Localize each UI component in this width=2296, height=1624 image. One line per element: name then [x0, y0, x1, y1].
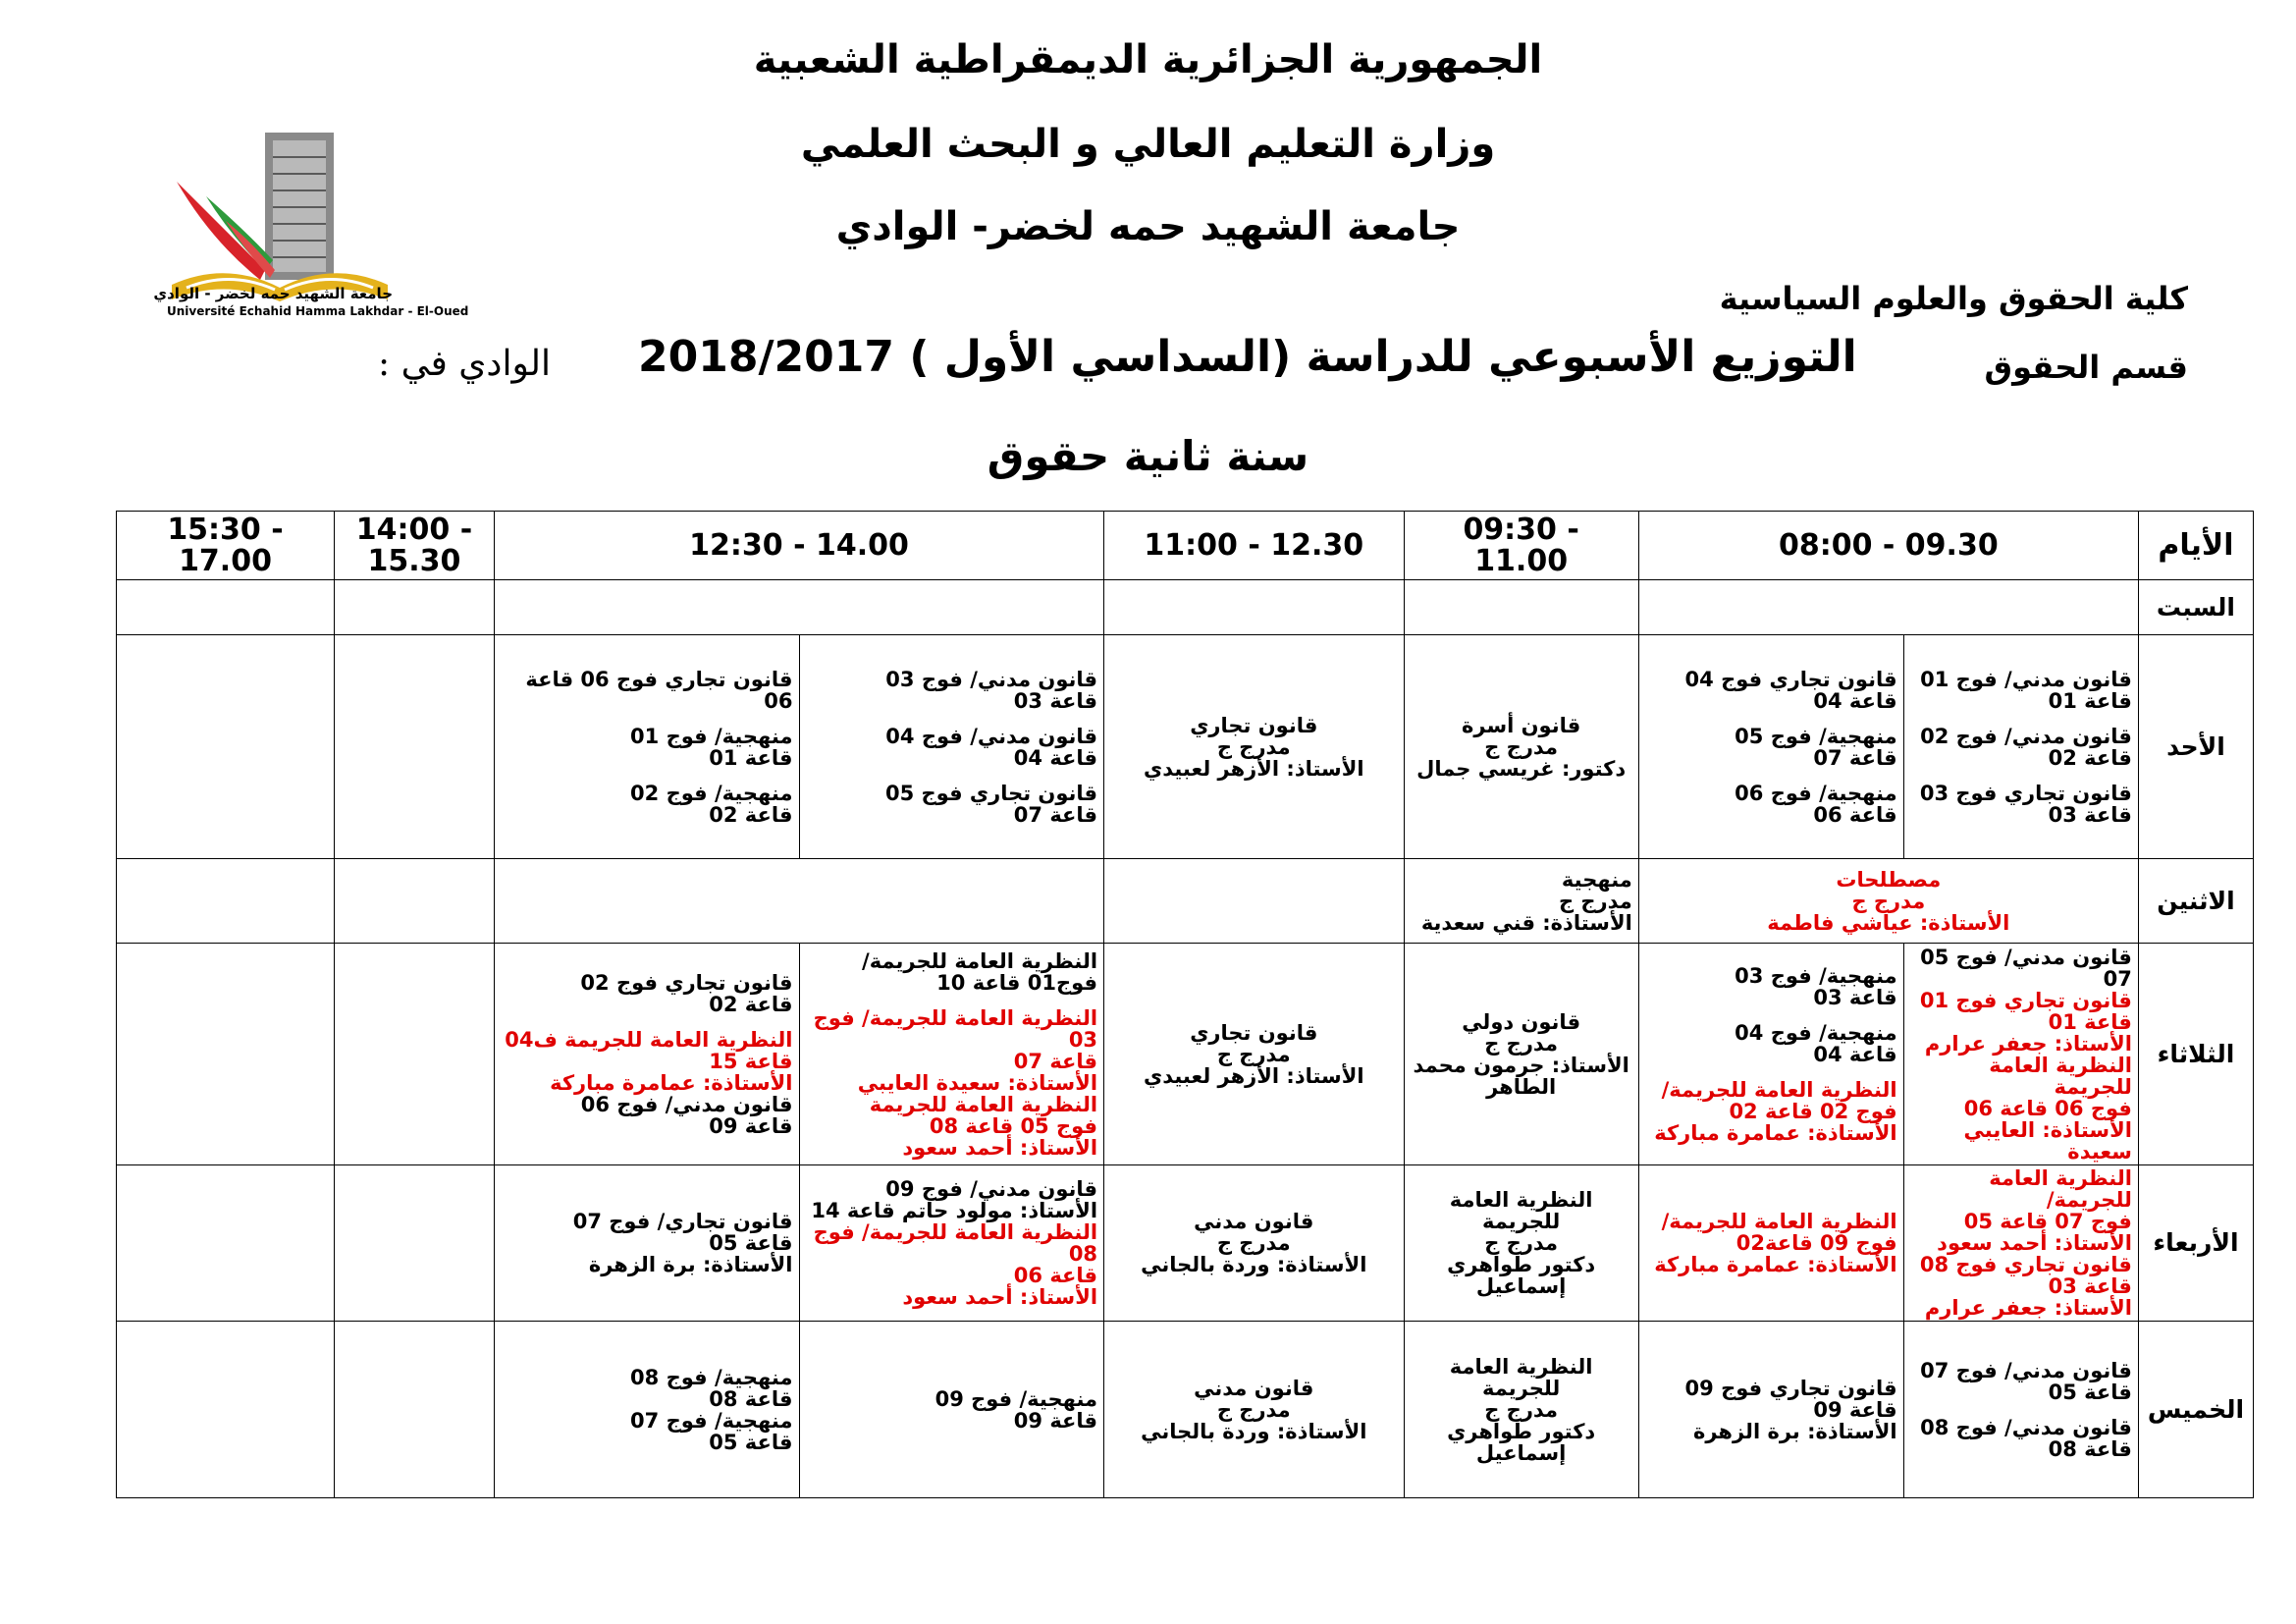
class-entry: قانون مدني/ فوج 01 قاعة 01 [1920, 667, 2132, 713]
wed-slot3 [1104, 1165, 1404, 1322]
sun-slot2 [1404, 635, 1638, 859]
class-entry: النظرية العامة للجريمة مدرج ج دكتور طواهري إسماعيل [1447, 1354, 1596, 1465]
class-entry: قانون مدني/ فوج 09 الأستاذ: مولود حاتم قاعة 14 [811, 1177, 1098, 1222]
header-days: الأيام [2138, 512, 2253, 580]
header-slot-0800-0930: 08:00 - 09.30 [1638, 512, 2138, 580]
class-entry: منهجية/ فوج 01 قاعة 01 [630, 724, 793, 770]
day-thursday: الخميس [2138, 1322, 2253, 1498]
ministry-title: وزارة التعليم العالي و البحث العلمي [800, 122, 1496, 167]
class-entry: النظرية العامة للجريمة ف04 قاعة 15 الأستاذة: عمامرة مباركة [505, 1027, 793, 1095]
class-entry: قانون مدني مدرج ج الأستاذة: وردة بالجاني [1141, 1376, 1367, 1443]
thu-slot1-a [1903, 1322, 2138, 1498]
logo-caption-arabic: جامعة الشهيد حمه لخضر - الوادي [153, 285, 393, 302]
class-entry: قانون مدني/ فوج 07 قاعة 05 [1920, 1358, 2132, 1404]
class-entry: قانون تجاري مدرج ج الأستاذ: الأزهر لعبيدي [1143, 713, 1364, 781]
mon-slot2 [1404, 859, 1638, 944]
header-slot-1100-1230: 11:00 - 12.30 [1104, 512, 1404, 580]
class-entry: قانون تجاري فوج 04 قاعة 04 [1684, 667, 1897, 713]
table-row [117, 1165, 2254, 1322]
thu-slot1-b [1638, 1322, 1903, 1498]
class-entry: النظرية العامة للجريمة/ فوج 07 قاعة 05 الأستاذ: أحمد سعود [1937, 1166, 2132, 1255]
class-entry: النظرية العامة للجريمة/ فوج 03 قاعة 07 الأستاذة: سعيدة العايبي [813, 1005, 1098, 1095]
class-entry: منهجية/ فوج 09 قاعة 09 [934, 1386, 1098, 1433]
schedule-title: التوزيع الأسبوعي للدراسة (السداسي الأول ) 2018/2017 [638, 332, 1857, 382]
class-entry: قانون تجاري مدرج ج الأستاذ: الأزهر لعبيدي [1143, 1020, 1364, 1088]
class-entry: قانون تجاري فوج 06 قاعة 06 [525, 667, 793, 713]
day-wednesday: الأربعاء [2138, 1165, 2253, 1322]
day-saturday: السبت [2138, 580, 2253, 635]
class-entry: النظرية العامة للجريمة/ فوج 08 قاعة 06 الأستاذ: أحمد سعود [813, 1220, 1098, 1309]
tue-slot1-b [1638, 944, 1903, 1165]
class-entry: منهجية/ فوج 03 قاعة 03 [1735, 963, 1897, 1009]
table-header-row [117, 512, 2254, 580]
table-row [117, 859, 2254, 944]
class-entry: منهجية/ فوج 04 قاعة 04 [1735, 1020, 1897, 1066]
tue-slot3 [1104, 944, 1404, 1165]
thu-slot2 [1404, 1322, 1638, 1498]
table-row [117, 580, 2254, 635]
class-entry: قانون تجاري فوج 05 قاعة 07 [884, 781, 1098, 827]
class-entry: مصطلحات مدرج ج الأستاذة: عياشي فاطمة [1767, 867, 2010, 935]
wed-slot1-b [1638, 1165, 1903, 1322]
logo-caption-french: Université Echahid Hamma Lakhdar - El-Oued [167, 304, 469, 318]
tue-slot4-b [494, 944, 799, 1165]
weekly-schedule-table [116, 511, 2254, 1498]
sun-slot4-b [494, 635, 799, 859]
thu-slot4-a [799, 1322, 1104, 1498]
class-entry: قانون مدني/ فوج 05 07 [1920, 945, 2132, 991]
sun-slot3 [1104, 635, 1404, 859]
university-title: جامعة الشهيد حمه لخضر- الوادي [835, 204, 1461, 249]
sun-slot1-a [1903, 635, 2138, 859]
republic-title: الجمهورية الجزائرية الديمقراطية الشعبية [753, 37, 1543, 82]
tue-slot4-a [799, 944, 1104, 1165]
class-entry: قانون مدني/ فوج 03 قاعة 03 [885, 667, 1098, 713]
class-entry: منهجية/ فوج 05 قاعة 07 [1735, 724, 1897, 770]
wed-slot4-b [494, 1165, 799, 1322]
class-entry: قانون مدني/ فوج 06 قاعة 09 [580, 1092, 793, 1138]
class-entry: قانون تجاري فوج 09 قاعة 09 الأستاذة: برة الزهرة [1684, 1376, 1897, 1443]
class-entry: قانون تجاري فوج 01 قاعة 01 الأستاذ: جعفر عرارم [1919, 988, 2132, 1056]
faculty-name: كلية الحقوق والعلوم السياسية [1719, 280, 2188, 317]
class-entry: النظرية العامة للجريمة/ فوج01 قاعة 10 [862, 948, 1098, 995]
mon-slot1 [1638, 859, 2138, 944]
tue-slot1-a [1903, 944, 2138, 1165]
wed-slot2 [1404, 1165, 1638, 1322]
header-slot-1230-1400: 12:30 - 14.00 [494, 512, 1103, 580]
table-row [117, 944, 2254, 1165]
sun-slot1-b [1638, 635, 1903, 859]
tue-slot2 [1404, 944, 1638, 1165]
class-entry: قانون دولي مدرج ج الأستاذ: جرمون محمد الطاهر [1413, 1009, 1629, 1099]
class-entry: قانون أسرة مدرج ج دكتور: غريسي جمال [1416, 713, 1627, 781]
class-entry: النظرية العامة للجريمة فوج 06 قاعة 06 الأستاذة: العايبي سعيدة [1963, 1053, 2132, 1164]
day-tuesday: الثلاثاء [2138, 944, 2253, 1165]
wed-slot4-a [799, 1165, 1104, 1322]
class-entry: قانون تجاري فوج 03 قاعة 03 [1919, 781, 2132, 827]
day-monday: الاثنين [2138, 859, 2253, 944]
table-row [117, 635, 2254, 859]
class-entry: قانون مدني/ فوج 04 قاعة 04 [885, 724, 1098, 770]
class-entry: قانون مدني/ فوج 08 قاعة 08 [1920, 1415, 2132, 1461]
class-entry: النظرية العامة للجريمة فوج 05 قاعة 08 الأستاذ: أحمد سعود [869, 1092, 1098, 1160]
class-entry: قانون مدني/ فوج 02 قاعة 02 [1920, 724, 2132, 770]
class-entry: قانون تجاري فوج 08 قاعة 03 الأستاذ: جعفر عرارم [1919, 1253, 2132, 1320]
study-level: سنة ثانية حقوق [987, 432, 1309, 480]
place-date-label: الوادي في : [378, 344, 552, 384]
class-entry: النظرية العامة للجريمة/ فوج 09 قاعة02 الأستاذة: عمامرة مباركة [1654, 1210, 1897, 1276]
sun-slot4-a [799, 635, 1104, 859]
class-entry: قانون تجاري فوج 02 قاعة 02 [580, 970, 793, 1016]
class-entry: منهجية مدرج ج الأستاذة: قني سعدية [1420, 867, 1632, 935]
class-entry: منهجية/ فوج 07 قاعة 05 [630, 1408, 793, 1454]
class-entry: النظرية العامة للجريمة مدرج ج دكتور طواهري إسماعيل [1447, 1188, 1596, 1298]
wed-slot1-a [1903, 1165, 2138, 1322]
class-entry: منهجية/ فوج 08 قاعة 08 [630, 1365, 793, 1411]
header-slot-0930-1100: 09:30 - 11.00 [1404, 512, 1638, 580]
table-row [117, 1322, 2254, 1498]
class-entry: قانون مدني مدرج ج الأستاذة: وردة بالجاني [1141, 1210, 1367, 1276]
class-entry: قانون تجاري/ فوج 07 قاعة 05 الأستاذة: برة الزهرة [572, 1210, 793, 1276]
class-entry: النظرية العامة للجريمة/ فوج 02 قاعة 02 الأستاذة: عمامرة مباركة [1654, 1077, 1897, 1145]
department-name: قسم الحقوق [1984, 349, 2188, 386]
thu-slot4-b [494, 1322, 799, 1498]
class-entry: منهجية/ فوج 06 قاعة 06 [1735, 781, 1897, 827]
day-sunday: الأحد [2138, 635, 2253, 859]
header-slot-1400-1530: 14:00 - 15.30 [335, 512, 495, 580]
header-slot-1530-1700: 15:30 - 17.00 [117, 512, 335, 580]
thu-slot3 [1104, 1322, 1404, 1498]
class-entry: منهجية/ فوج 02 قاعة 02 [630, 781, 793, 827]
